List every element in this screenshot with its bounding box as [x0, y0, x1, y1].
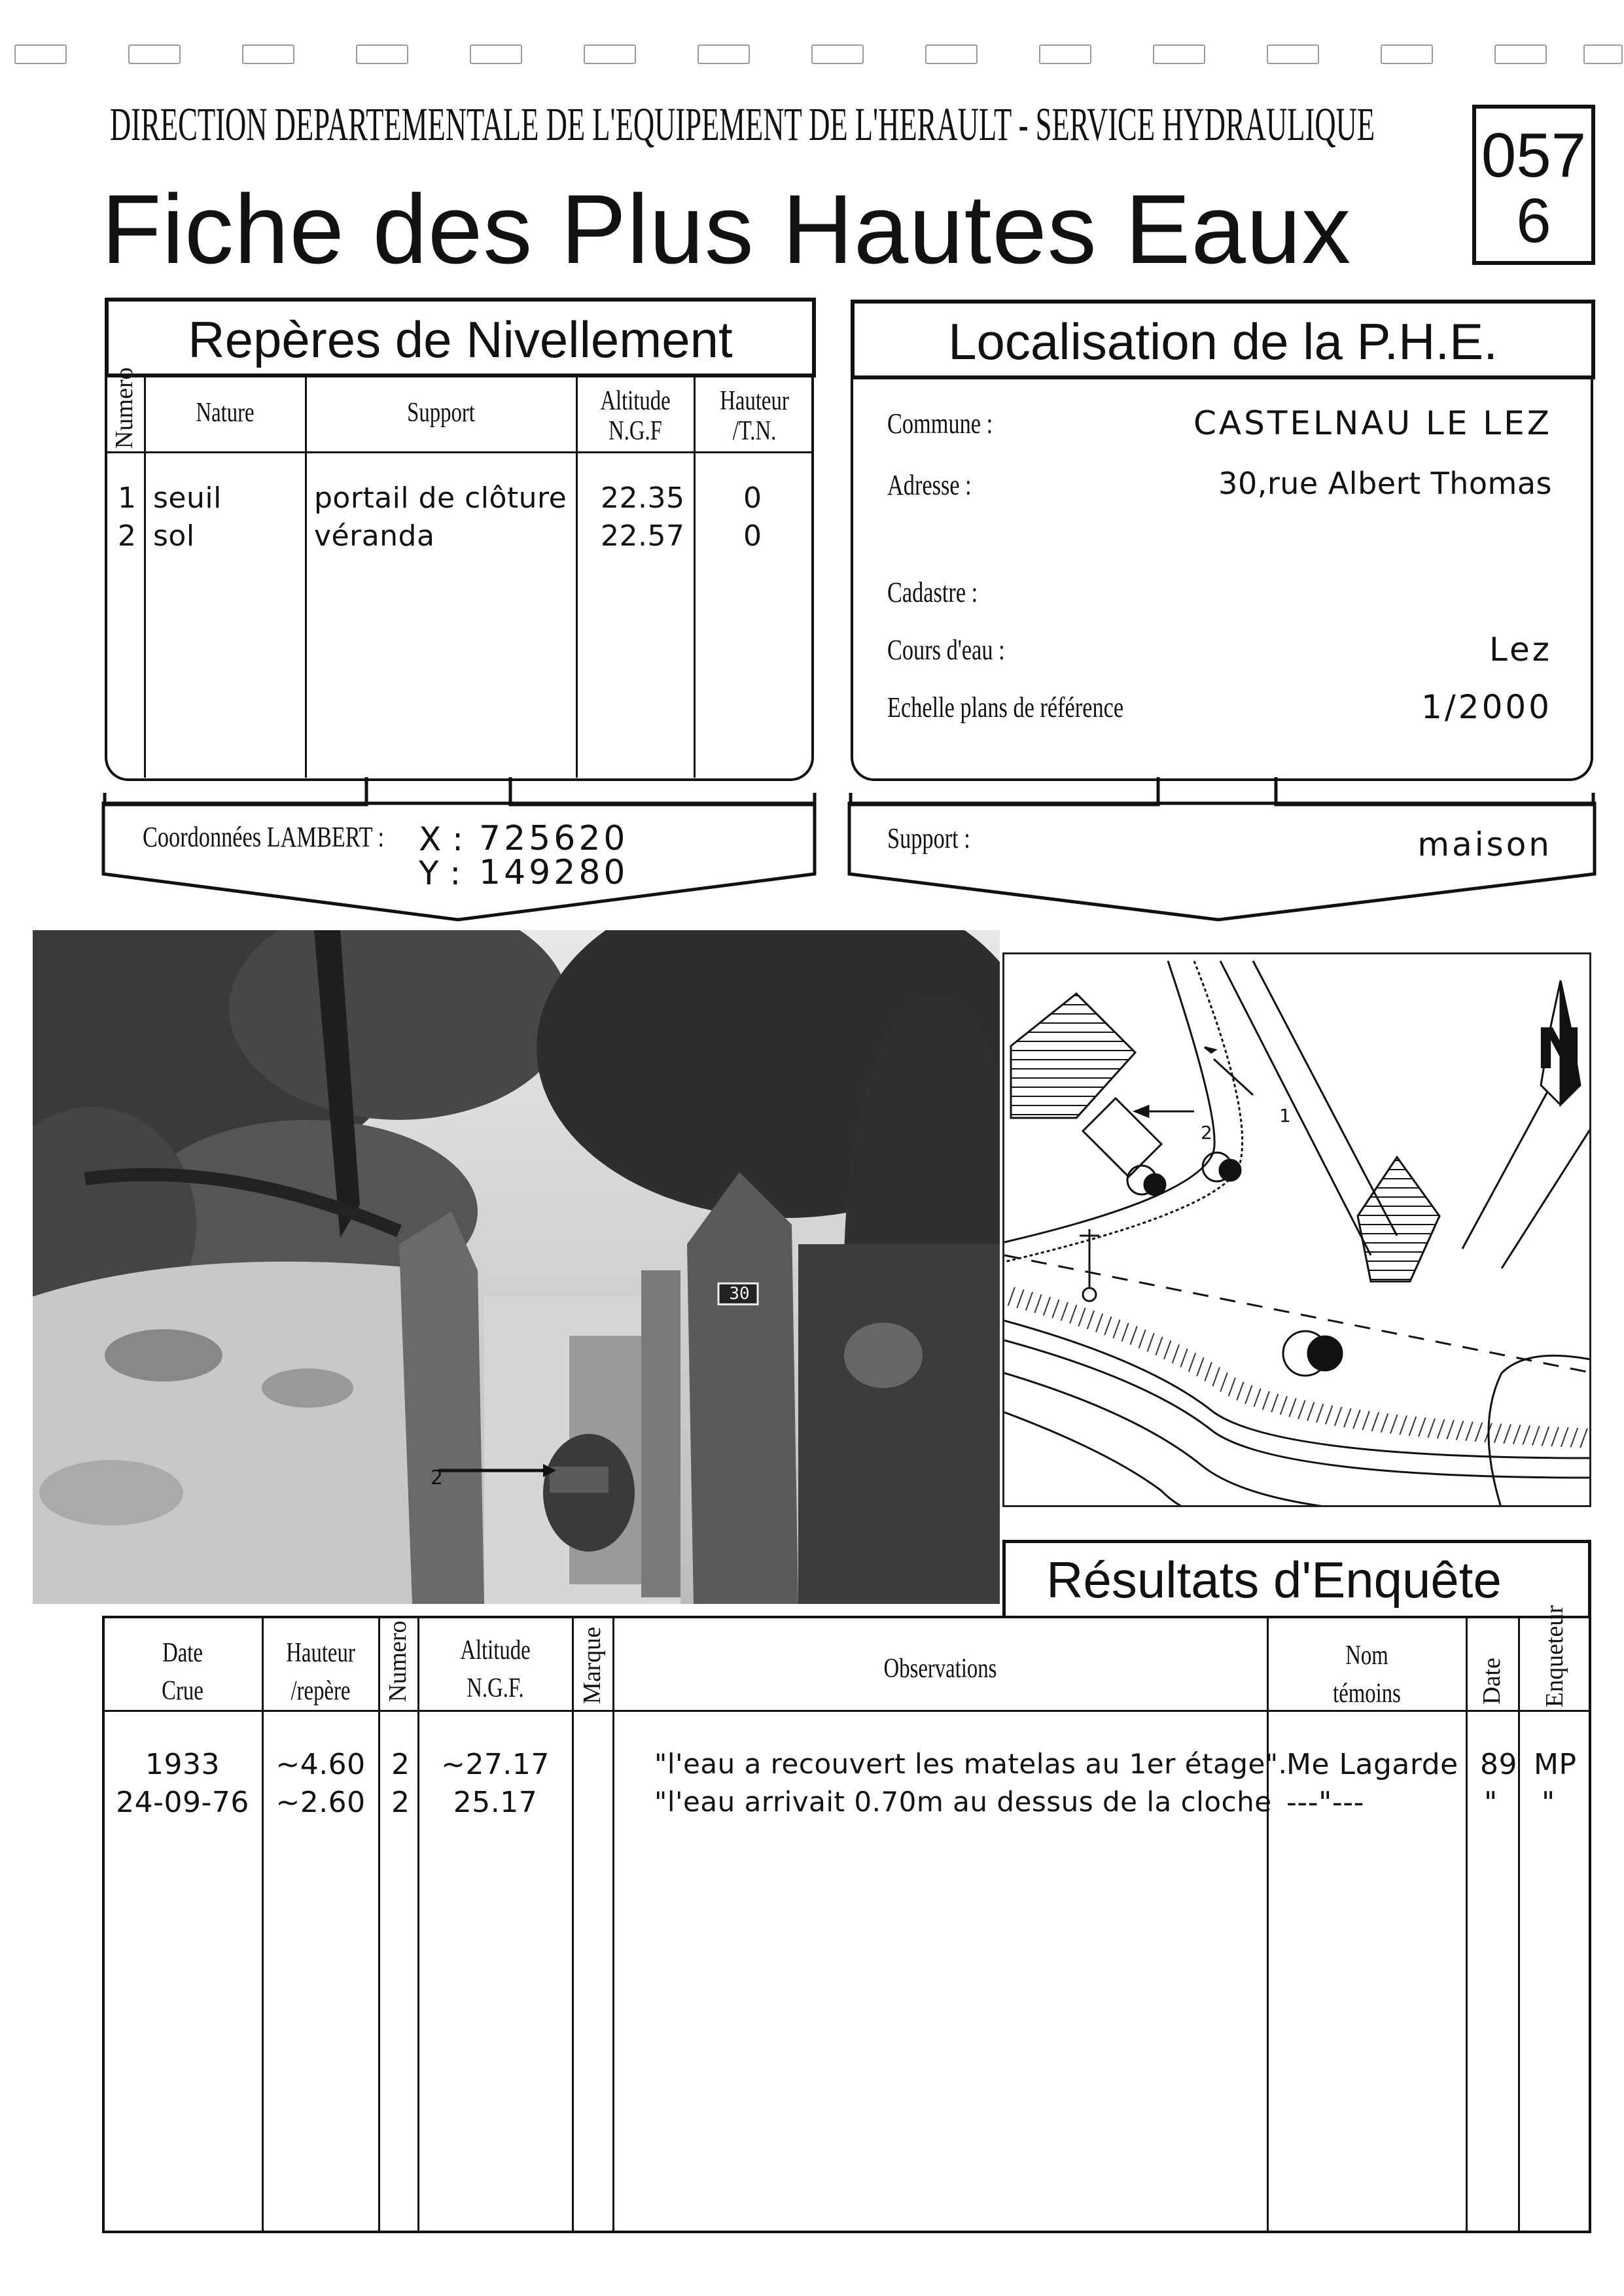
- echelle-label: Echelle plans de référence: [887, 691, 1124, 723]
- cadastre-label: Cadastre :: [887, 576, 978, 608]
- commune-value: CASTELNAU LE LEZ: [1193, 404, 1552, 442]
- lambert-connector-left: [105, 777, 366, 805]
- col-header-altitude-line1: Altitude: [460, 1635, 531, 1665]
- col-divider: [612, 1616, 614, 2233]
- photo-marker-label: 2: [431, 1467, 444, 1489]
- col-header-hauteur-line1: Hauteur: [286, 1638, 355, 1668]
- result-hauteur: ~4.60: [275, 1748, 366, 1781]
- col-divider: [262, 1616, 264, 2233]
- col-header-temoins: [1291, 1637, 1443, 1713]
- lambert-x-label: X :: [419, 820, 464, 858]
- support-connector-right: [1276, 777, 1593, 805]
- reperes-numero: 1: [118, 481, 137, 515]
- col-header-hauteur-line2: /T.N.: [732, 416, 777, 446]
- map-marker-1: 1: [1279, 1105, 1291, 1126]
- col-header-enqueteur: Enqueteur: [1541, 1605, 1568, 1708]
- reperes-support: véranda: [314, 519, 435, 553]
- result-enqueteur: ": [1542, 1786, 1555, 1819]
- result-numero: 2: [391, 1786, 410, 1819]
- col-header-nature: Nature: [196, 398, 255, 428]
- reperes-altitude: 22.35: [601, 481, 685, 515]
- col-header-support: Support: [407, 398, 475, 428]
- photo-illustration: [33, 930, 1000, 1604]
- commune-label: Commune :: [887, 408, 993, 440]
- result-altitude: 25.17: [453, 1786, 538, 1819]
- site-map: [1002, 952, 1591, 1507]
- lambert-y-label: Y :: [419, 854, 461, 892]
- col-header-altitude-line2: N.G.F.: [467, 1673, 524, 1703]
- lambert-label: Coordonnées LAMBERT :: [143, 821, 385, 853]
- fiche-code-top: 057: [1481, 120, 1587, 190]
- reperes-nature: seuil: [153, 481, 222, 515]
- result-observations: "l'eau a recouvert les matelas au 1er étage".: [654, 1748, 1288, 1780]
- col-divider: [1518, 1616, 1520, 2233]
- map-marker-2: 2: [1201, 1122, 1212, 1143]
- result-observations: "l'eau arrivait 0.70m au dessus de la cloche: [654, 1786, 1272, 1818]
- result-date: 24-09-76: [116, 1786, 249, 1819]
- result-hauteur: ~2.60: [275, 1786, 366, 1819]
- cours-label: Cours d'eau :: [887, 634, 1005, 666]
- reperes-nature: sol: [153, 519, 195, 553]
- col-header-date-enquete: Date: [1478, 1658, 1506, 1705]
- resultats-title: Résultats d'Enquête: [1046, 1551, 1502, 1609]
- reperes-numero: 2: [118, 519, 137, 553]
- col-header-date-line2: Crue: [162, 1676, 203, 1706]
- col-header-date-crue: [122, 1634, 243, 1710]
- house-number-plaque: 30: [729, 1284, 750, 1304]
- col-divider: [1466, 1616, 1468, 2233]
- col-divider: [417, 1616, 419, 2233]
- echelle-value: 1/2000: [1421, 688, 1552, 726]
- result-date: 1933: [145, 1748, 220, 1781]
- col-divider: [1267, 1616, 1269, 2233]
- support-connector-left: [851, 777, 1158, 805]
- resultats-title-box: [1002, 1540, 1591, 1617]
- col-header-marque: Marque: [578, 1626, 606, 1705]
- agency-header: DIRECTION DEPARTEMENTALE DE L'EQUIPEMENT DE L'HERAULT - SERVICE HYDRAULIQUE: [110, 98, 1375, 150]
- reperes-support: portail de clôture: [314, 481, 567, 515]
- site-photo: [33, 930, 1000, 1604]
- localisation-title: Localisation de la P.H.E.: [948, 313, 1498, 370]
- arrow-boxes-frame: [0, 0, 1624, 942]
- col-divider: [378, 1616, 380, 2233]
- reperes-hauteur: 0: [743, 481, 762, 515]
- result-date-enquete: ": [1484, 1786, 1498, 1819]
- lambert-connector-right: [510, 777, 815, 805]
- col-header-numero: Numero: [384, 1620, 412, 1702]
- reperes-hauteur: 0: [743, 519, 762, 553]
- col-header-altitude-line2: N.G.F: [609, 416, 662, 446]
- cours-value: Lez: [1489, 631, 1552, 669]
- lambert-x-value: 725620: [479, 819, 629, 858]
- support-value: maison: [1417, 826, 1552, 863]
- lambert-y-value: 149280: [479, 853, 629, 892]
- adresse-value: 30,rue Albert Thomas: [1218, 466, 1552, 501]
- north-label: N: [1536, 1017, 1583, 1082]
- col-header-date-line1: Date: [162, 1638, 203, 1668]
- map-illustration: [1004, 954, 1591, 1507]
- col-header-nom-line2: témoins: [1333, 1679, 1401, 1709]
- adresse-label: Adresse :: [887, 469, 972, 501]
- result-temoin: Me Lagarde: [1286, 1748, 1458, 1781]
- col-header-altitude-line1: Altitude: [600, 386, 671, 416]
- result-enqueteur: MP: [1534, 1748, 1577, 1781]
- col-header-hauteur-repere: [277, 1634, 364, 1710]
- col-divider: [572, 1616, 574, 2233]
- col-header-altitude: [436, 1631, 554, 1707]
- reperes-altitude: 22.57: [601, 519, 685, 553]
- col-header-observations: Observations: [883, 1654, 997, 1684]
- result-temoin: ---"---: [1286, 1786, 1364, 1819]
- col-header-hauteur-line1: Hauteur: [720, 386, 789, 416]
- page-title: Fiche des Plus Hautes Eaux: [101, 174, 1352, 284]
- fiche-code-bottom: 6: [1516, 186, 1551, 256]
- reperes-title: Repères de Nivellement: [188, 311, 733, 368]
- col-header-numero: Numero: [111, 367, 138, 449]
- col-header-nom-line1: Nom: [1345, 1641, 1388, 1671]
- result-date-enquete: 89: [1480, 1748, 1517, 1781]
- result-numero: 2: [391, 1748, 410, 1781]
- result-altitude: ~27.17: [441, 1748, 550, 1781]
- support-label: Support :: [887, 822, 970, 854]
- col-header-hauteur-line2: /repère: [291, 1676, 351, 1706]
